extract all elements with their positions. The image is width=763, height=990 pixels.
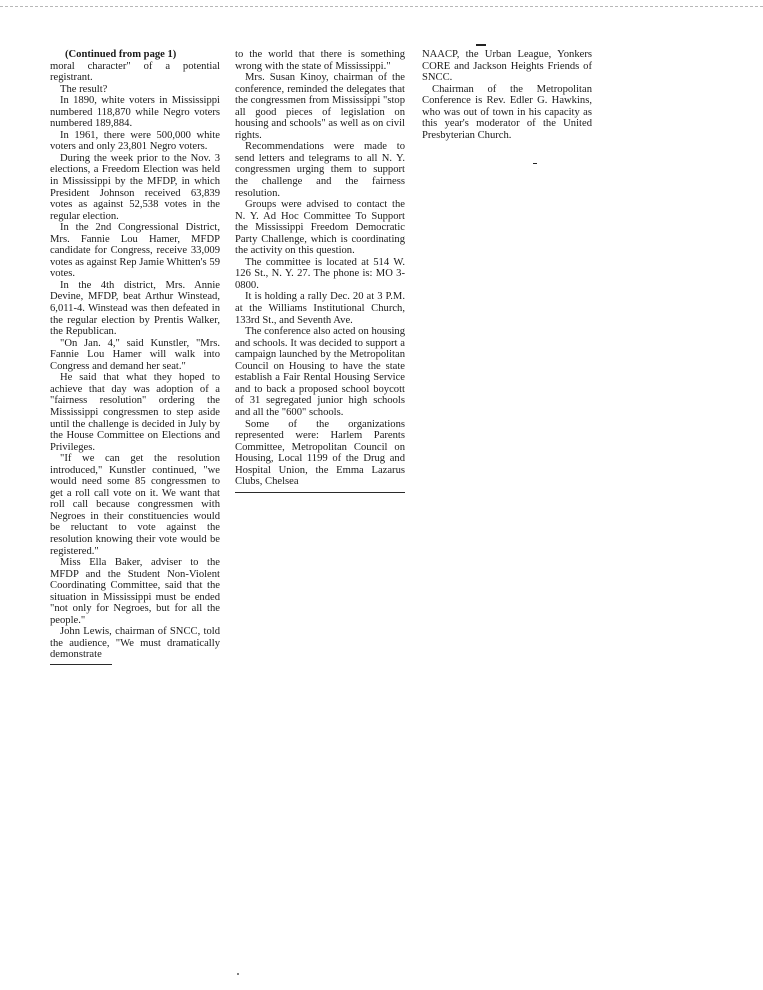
page-top-border — [0, 6, 763, 7]
paragraph: In 1890, white voters in Mississippi numbered 118,870 while Negro voters numbered 189,884. — [50, 95, 220, 130]
scan-speck — [237, 973, 239, 975]
paragraph: "If we can get the resolution introduced," Kunstler continued, "we would need some 85 congressmen to get a roll call vote on it. We want that roll call because congressmen with Negroes in their constituencies would be reluctant to vote against the resolution knowing their vote would be registered." — [50, 453, 220, 557]
continued-label: (Continued from page 1) — [65, 49, 177, 60]
article-column-3 — [422, 49, 592, 141]
paragraph: During the week prior to the Nov. 3 elections, a Freedom Election was held in Mississippi by the MFDP, in which President Johnson received 63,839 votes as against 52,538 votes in the regular election. — [50, 152, 220, 222]
paragraph: Mrs. Susan Kinoy, chairman of the conference, reminded the delegates that the congressmen from Mississippi "stop all good pieces of legislation on housing and schools" as well as on civil rights. — [235, 72, 405, 141]
paragraph: In the 2nd Congressional District, Mrs. Fannie Lou Hamer, MFDP candidate for Congress, receive 33,009 votes as against Rep Jamie Whitten's 59 votes. — [50, 222, 220, 280]
article-column-1 — [50, 49, 220, 665]
paragraph: Chairman of the Metropolitan Conference is Rev. Edler G. Hawkins, who was out of town in his capacity as this year's moderator of the United Presbyterian Church. — [422, 83, 592, 141]
paragraph: John Lewis, chairman of SNCC, told the audience, "We must dramatically demonstrate — [50, 626, 220, 661]
paragraph: Miss Ella Baker, adviser to the MFDP and the Student Non-Violent Coordinating Committee, said that the situation in Mississippi must be ended "not only for Negroes, but for all the people." — [50, 557, 220, 626]
paragraph: Some of the organizations represented were: Harlem Parents Committee, Metropolitan Council on Housing, Local 1199 of the Drug and Hospital Union, the Emma Lazarus Clubs, Chelsea — [235, 418, 405, 488]
paragraph: "On Jan. 4," said Kunstler, "Mrs. Fannie Lou Hamer will walk into Congress and demand her seat." — [50, 337, 220, 372]
paragraph: The conference also acted on housing and schools. It was decided to support a campaign launched by the Metropolitan Council on Housing to have the state establish a Fair Rental Housing Service and to back a proposed school boycott of 31 segregated junior high schools and all the "600" schools. — [235, 326, 405, 418]
column-end-rule — [50, 664, 112, 665]
paragraph: In 1961, there were 500,000 white voters and only 23,801 Negro voters. — [50, 129, 220, 153]
paragraph: The committee is located at 514 W. 126 St., N. Y. 27. The phone is: MO 3-0800. — [235, 256, 405, 291]
column-mark — [533, 163, 537, 164]
paragraph: It is holding a rally Dec. 20 at 3 P.M. at the Williams Institutional Church, 133rd St., and Seventh Ave. — [235, 291, 405, 326]
paragraph: NAACP, the Urban League, Yonkers CORE and Jackson Heights Friends of SNCC. — [422, 49, 592, 84]
paragraph: He said that what they hoped to achieve that day was adoption of a "fairness resolution" ordering the Mississippi congressmen to step aside until the challenge is decided in July by the House Committee on Elections and Privileges. — [50, 372, 220, 453]
paragraph: In the 4th district, Mrs. Annie Devine, MFDP, beat Arthur Winstead, 6,011-4. Winstead was then defeated in the regular election by Prentis Walker, the Republican. — [50, 279, 220, 338]
column-head-mark — [476, 44, 486, 46]
paragraph: moral character" of a potential registrant. — [50, 60, 220, 84]
paragraph: to the world that there is something wrong with the state of Mississippi." — [235, 49, 405, 72]
article-end-rule — [235, 492, 405, 493]
paragraph: The result? — [60, 83, 108, 95]
paragraph: Recommendations were made to send letters and telegrams to all N. Y. congressmen urging them to support the challenge and the fairness resolution. — [235, 141, 405, 199]
paragraph: Groups were advised to contact the N. Y. Ad Hoc Committee To Support the Mississippi Freedom Democratic Party Challenge, which is coordinating the activity on this question. — [235, 199, 405, 257]
article-column-2 — [235, 49, 405, 493]
